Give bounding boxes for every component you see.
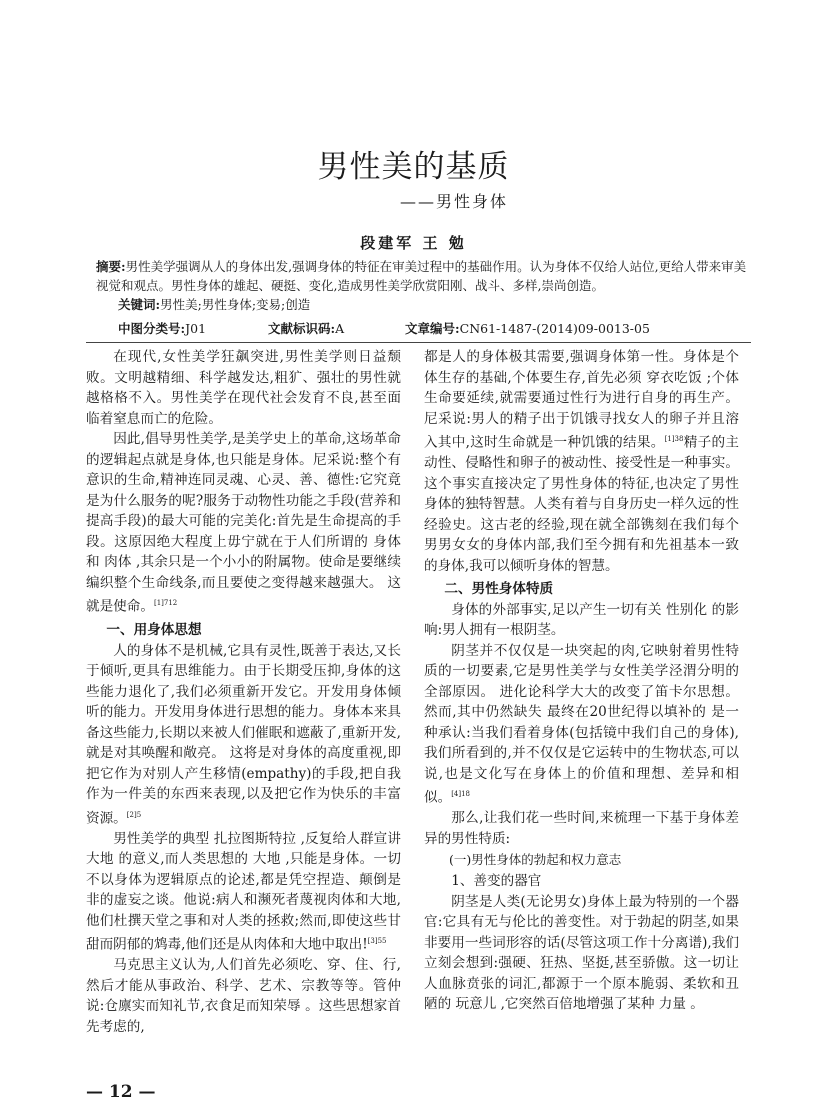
left-column	[86, 347, 401, 1037]
paragraph: 在现代,女性美学狂飙突进,男性美学则日益颓败。文明越精细、科学越发达,粗犷、强壮的男性就越格格不入。男性美学在现代社会发育不良,甚至面临着窒息而亡的危险。	[86, 349, 401, 427]
keywords	[96, 295, 756, 314]
citation: [4]18	[451, 790, 471, 799]
clc-code: 中图分类号:J01	[118, 321, 207, 336]
keywords-text: 男性美;男性身体;变易;创造	[160, 297, 311, 312]
page-number: — 12 —	[86, 1082, 156, 1102]
article-subtitle: ——男性身体	[400, 192, 509, 211]
citation: [1]712	[153, 599, 178, 607]
paragraph: 身体的外部事实,足以产生一切有关 性别化 的影响:男人拥有一根阴茎。	[424, 601, 739, 639]
paragraph: 因此,倡导男性美学,是美学史上的革命,这场革命的逻辑起点就是身体,也只能是身体。尼采说:整个有意识的生命,精神连同灵魂、心灵、善、德性:它究竟是为什么服务的呢?服务于动物性功能之手段(营养和提高手段)的最大可能的完美化:首先是生命提高的手段。这原因绝大程度上毋宁就在于人们所谓的 身体 和 肉体 ,其余只是一个小小的附属物。使命是要继续编织整个生命线条,而且要使之变得越来越强大。 这就是使命。$^{[1]712}$	[86, 431, 401, 615]
abstract-label: 摘要:	[96, 259, 126, 274]
abstract	[96, 257, 756, 295]
sub-heading: 1、善变的器官	[451, 873, 542, 890]
citation: [3]55	[367, 937, 387, 946]
section-heading: 一、用身体思想	[106, 622, 202, 639]
citation: [2]5	[126, 810, 142, 819]
authors: 段建军 王 勉	[360, 234, 467, 252]
abstract-block	[96, 257, 756, 314]
citation: [1]38	[664, 435, 684, 443]
keywords-label: 关键词:	[118, 297, 161, 312]
right-column	[424, 347, 739, 1015]
paragraph: 人的身体不是机械,它具有灵性,既善于表达,又长于倾听,更具有思维能力。由于长期受压抑,身体的这些能力退化了,我们必须重新开发它。开发用身体倾听的能力。开发用身体进行思想的能力。身体本来具备这些能力,长期以来被人们催眠和遮蔽了,重新开发,就是对其唤醒和敞亮。 这将是对身体的高度重视,即把它作为对别人产生移情(empathy)的手段,把自我作为一件美的东西来表现,以及把它作为快乐的丰富资源。$^{[2]5}$	[86, 642, 401, 827]
article-number: 文章编号:CN61-1487-(2014)09-0013-05	[405, 321, 650, 336]
paragraph: 男性美学的典型 扎拉图斯特拉 ,反复给人群宣讲 大地 的意义,而人类思想的 大地 ,只能是身体。一切不以身体为逻辑原点的论述,都是凭空捏造、颠倒是非的虚妄之谈。他说:病人和濒死者蔑视肉体和大地,他们杜撰天堂之事和对人类的拯救;然而,即使这些甘甜而阴郁的鸩毒,他们还是从肉体和大地中取出!$^{[3]55}$	[86, 830, 401, 953]
paragraph: 马克思主义认为,人们首先必须吃、穿、住、行,然后才能从事政治、科学、艺术、宗教等等。管仲说:仓廪实而知礼节,衣食足而知荣辱 。这些思想家首先考虑的,	[86, 957, 401, 1035]
abstract-text: 男性美学强调从人的身体出发,强调身体的特征在审美过程中的基础作用。认为身体不仅给人站位,更给人带来审美视觉和观点。男性身体的雄起、硬挺、变化,造成男性美学欣赏阳刚、战斗、多样,崇尚创造。	[96, 259, 747, 293]
section-heading: 二、男性身体特质	[444, 581, 554, 598]
paragraph: 阴茎是人类(无论男女)身体上最为特别的一个器官:它具有无与伦比的善变性。对于勃起的阴茎,如果非要用一些词形容的话(尽管这项工作十分离谱),我们立刻会想到:强硬、狂热、坚挺,甚至骄傲。这一切让人血脉贲张的词汇,都源于一个原本脆弱、柔软和丑陋的 玩意儿 ,它突然百倍地增强了某种 力量 。	[424, 893, 739, 1013]
paragraph: 都是人的身体极其需要,强调身体第一性。身体是个体生存的基础,个体要生存,首先必须 穿衣吃饭 ;个体生命要延续,就需要通过性行为进行自身的再生产。尼采说:男人的精子出于饥饿寻找女人的卵子并且溶入其中,这时生命就是一种饥饿的结果。$^{[1]38}$精子的主动性、侵略性和卵子的被动性、接受性是一种事实。这个事实直接决定了男性身体的特征,也决定了男性身体的独特智慧。人类有着与自身历史一样久远的性经验史。这古老的经验,现在就全部镌刻在我们每个男男女女的身体内部,我们至今拥有和先祖基本一致的身体,我可以倾听身体的智慧。	[424, 349, 740, 574]
subsection-heading: (一)男性身体的勃起和权力意志	[449, 852, 622, 868]
paragraph: 那么,让我们花一些时间,来梳理一下基于身体差异的男性特质:	[424, 810, 739, 847]
article-title: 男性美的基质	[317, 149, 510, 185]
document-code: 文献标识码:A	[268, 321, 345, 336]
paragraph: 阴茎并不仅仅是一块突起的肉,它映射着男性特质的一切要素,它是男性美学与女性美学泾渭分明的全部原因。 进化论科学大大的改变了笛卡尔思想。然而,其中仍然缺失 最终在20世纪得以填补的 是一种承认:当我们看着身体(包括镜中我们自己的身体),我们所看到的,并不仅仅是它运转中的生物状态,可以说,也是文化写在身体上的价值和理想、差异和相似。$^{[4]18}$	[424, 642, 739, 806]
header-divider	[86, 342, 751, 343]
